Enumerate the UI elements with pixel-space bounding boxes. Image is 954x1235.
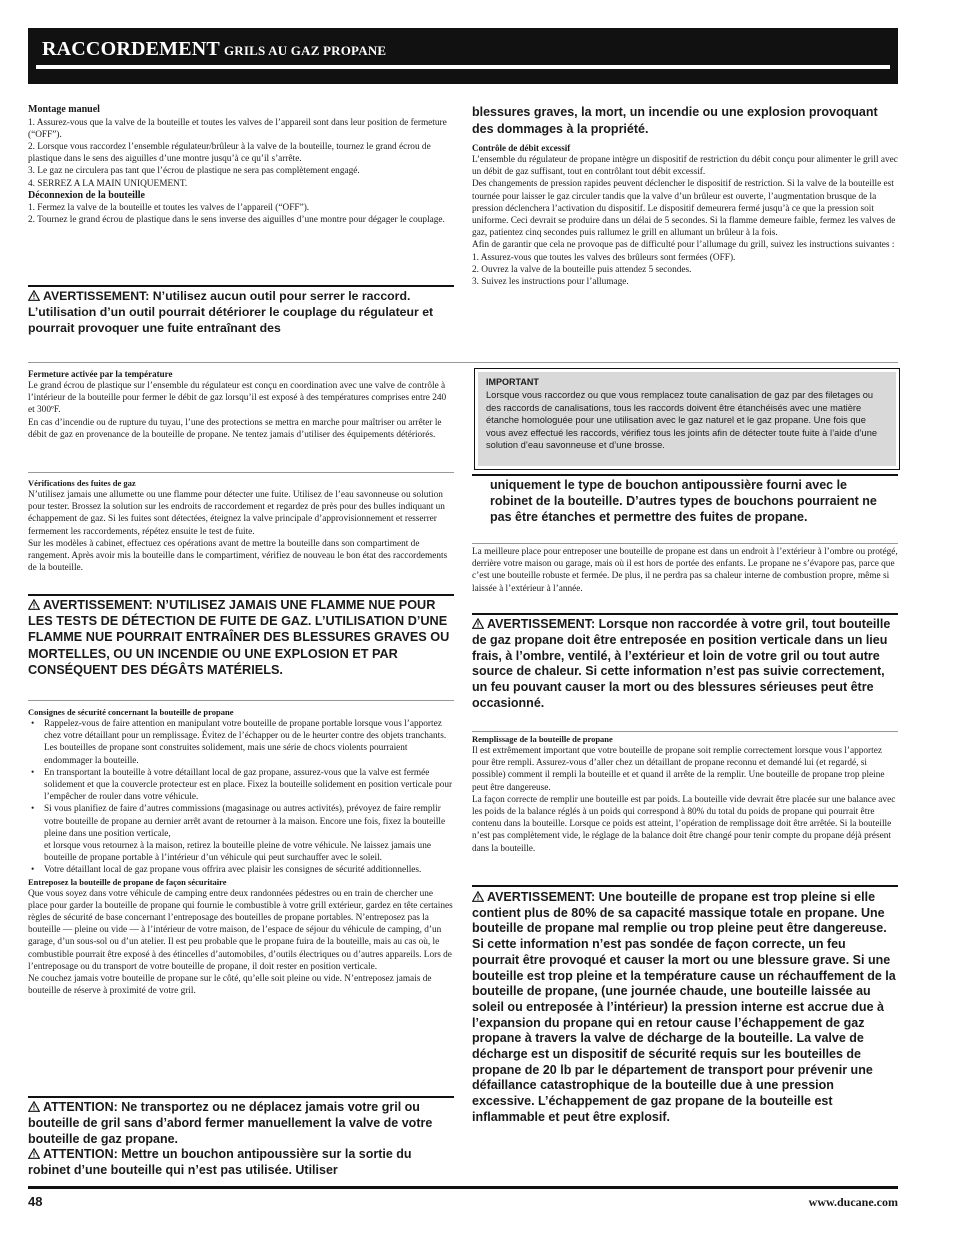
section-divider-left <box>28 700 454 701</box>
deconnexion-item-2: 2. Tournez le grand écrou de plastique dans le sens inverse des aiguilles d’une montre pour dégager le couplage. <box>28 215 445 226</box>
page-title <box>42 38 386 61</box>
warning-1-continued: blessures graves, la mort, un incendie ou une explosion provoquant des dommages à la propriété. <box>472 105 878 136</box>
fermeture-heading: Fermeture activée par la température <box>28 369 173 379</box>
remplissage-section <box>472 734 898 855</box>
meilleure-section <box>472 546 898 595</box>
list-item <box>44 803 454 864</box>
warning-1 <box>28 288 454 336</box>
fermeture-text-2: En cas d’incendie ou de rupture du tuyau, l’une des protections se mettra en marche pour maîtriser ou arrêter le débit de gaz en provenance de la bouteille de propane. Ne tentez jamais d’utiliser des équipements détériorés. <box>28 417 442 440</box>
remplissage-heading: Remplissage de la bouteille de propane <box>472 734 613 744</box>
warning-icon <box>28 599 40 610</box>
warning-bar <box>472 885 898 887</box>
controle-heading: Contrôle de débit excessif <box>472 143 571 153</box>
meilleure-text: La meilleure place pour entreposer une bouteille de propane est dans un endroit à l’extérieur à l’ombre ou protégé, derrière votre maison ou garage, mais où il est hors de portée des enfants. Le propane ne s’évapore pas, parce que c’est une bouteille robuste et fermée. De plus, il ne perdra pas sa chaleur interne de combustion propre, même si laissée à l’extérieur à l’année. <box>472 547 898 594</box>
fermeture-section <box>28 369 454 441</box>
warning-1-text: AVERTISSEMENT: N’utilisez aucun outil pour serrer le raccord. L’utilisation d’un outil pourrait détériorer le couplage du régulateur et pourrait provoquer une fuite entraînant des <box>28 289 434 335</box>
consignes-section <box>28 707 454 997</box>
montage-item-1: 1. Assurez-vous que la valve de la bouteille et toutes les valves de l’appareil sont dans leur position de fermeture (“OFF”). <box>28 117 447 140</box>
remplissage-text-1: Il est extrêmement important que votre bouteille de propane soit remplie correctement lorsque vous l’apportez pour être rempli. Assurez-vous d’aller chez un détaillant de propane reconnu et demandé lui (et regardé, si possible) comment il rempli la bouteille et et quand il arrête de la remplir. Une bouteille de propane trop pleine peut être dangereuse. <box>472 746 885 793</box>
attention-2-continued-text: uniquement le type de bouchon antipoussière fourni avec le robinet de la bouteille. D’autres types de bouchons pourraient ne pas être étanches et permettre des fuites de propane. <box>490 478 877 524</box>
montage-section <box>28 104 454 227</box>
attention-1-text: ATTENTION: Ne transportez ou ne déplacez jamais votre gril ou bouteille de gril sans d’abord fermer manuellement la valve de votre bouteille de gaz propane. <box>28 1100 433 1146</box>
warning-3 <box>472 617 892 712</box>
page-number: 48 <box>28 1194 43 1209</box>
controle-item-1: 1. Assurez-vous que toutes les valves des brûleurs sont fermées (OFF). <box>472 252 736 263</box>
verifications-section <box>28 478 454 574</box>
controle-item-3: 3. Suivez les instructions pour l’allumage. <box>472 277 629 288</box>
right-top-section <box>472 104 898 288</box>
consignes-heading: Consignes de sécurité concernant la bouteille de propane <box>28 707 234 717</box>
verifications-text-1: N’utilisez jamais une allumette ou une flamme pour détecter une fuite. Utilisez de l’eau savonneuse ou solution pour tester. Brossez la solution sur les endroits de raccordement et regardez de près pour des bulles indiquant un échappement de gaz. Si les fuites sont détectées, éteignez la valve principale d’approvisionnement et resserrer fermement les raccordements, répétez ensuite le test de fuite. <box>28 490 445 537</box>
warning-bar <box>472 613 898 615</box>
entreposez-text-1: Que vous soyez dans votre véhicule de camping entre deux randonnées pédestres ou en train de chercher une place pour garder la bouteille de propane qui fournie le combustible à votre grill extérieur, gardez en tête certaines règles de sécurité de base concernant l’entreposage des bouteilles de propane portables. N’entreposez pas la bouteille — pleine ou vide — à l’intérieur de votre maison, de l’espace de séjour du véhicule de camping, d’un garage, d’un sous-sol ou d’un atelier. Il est peu probable que le propane fuira de la bouteille, mais au cas où, le combustible pourrait être exposé à des étincelles d’automobiles, d’outils électriques ou d’autres appareils. Lors de l’entreposage ou du transport de votre bouteille de propane, il doit rester en position verticale. <box>28 888 453 972</box>
header-rule <box>36 65 890 69</box>
montage-heading: Montage manuel <box>28 104 100 115</box>
warning-bar <box>28 594 454 596</box>
warning-icon <box>28 290 40 301</box>
header-banner <box>28 28 898 84</box>
warning-2-text: AVERTISSEMENT: N’UTILISEZ JAMAIS UNE FLAMME NUE POUR LES TESTS DE DÉTECTION DE FUITE DE GAZ. L’UTILISATION D’UNE FLAMME NUE POURRAIT ENTRAÎNER DES BLESSURES GRAVES OU MORTELLES, OU UN INCENDIE OU UNE EXPLOSION ET PAR CONSÉQUENT DES DÉGÂTS MATÉRIELS. <box>28 598 450 677</box>
verifications-heading: Vérifications des fuites de gaz <box>28 478 136 488</box>
deconnexion-heading: Déconnexion de la bouteille <box>28 189 145 201</box>
warning-icon <box>472 618 484 629</box>
list-item: • Rappelez-vous de faire attention en manipulant votre bouteille de propane portable lorsque vous l’apportez chez votre détaillant pour un remplissage. Évitez de l’échapper ou de le heurter contre des objets tranchants. Les bouteilles de propane sont construites solidement, mais une série de chocs violents pourraient endommager la bouteille. <box>44 718 454 767</box>
montage-item-4: 4. SERREZ A LA MAIN UNIQUEMENT. <box>28 178 188 189</box>
attention-2-text: ATTENTION: Mettre un bouchon antipoussière sur la sortie du robinet d’une bouteille qui n’est pas utilisée. Utiliser <box>28 1147 412 1178</box>
montage-item-2: 2. Lorsque vous raccordez l’ensemble régulateur/brûleur à la valve de la bouteille, tournez le grand écrou de plastique dans le sens des aiguilles d’une montre jusqu’à ce qu’il s’arrête. <box>28 141 431 165</box>
entreposez-heading: Entreposez la bouteille de propane de façon sécuritaire <box>28 876 227 887</box>
consignes-list <box>28 718 454 877</box>
list-item-text: Si vous planifiez de faire d’autres commissions (magasinage ou autres activités), prévoyez de faire remplir votre bouteille de propane au dernier arrêt avant de retourner à la maison. Encore une fois, fixez la bouteille pleine dans une position verticale, <box>44 804 446 839</box>
warning-2 <box>28 597 454 678</box>
section-divider-right <box>472 731 898 732</box>
controle-text-3: Afin de garantir que cela ne provoque pas de difficulté pour l’allumage du grill, suivez les instructions suivantes : <box>472 240 895 251</box>
warning-bar <box>28 1096 454 1098</box>
controle-item-2: 2. Ouvrez la valve de la bouteille puis attendez 5 secondes. <box>472 264 692 275</box>
remplissage-text-2: La façon correcte de remplir une bouteille est par poids. La bouteille vide devrait être placée sur une balance avec les poids de la balance réglés à un poids qui correspond à 80% du total du poids de propane qui pourrait être contenu dans la bouteille. Lorsque ce poids est atteint, l’opération de remplissage doit être arrêtée. Si la bouteille n’est pas complètement vide, le réglage de la balance doit être changé pour tenir compte du propane déjà présent dans la bouteille. <box>472 794 896 854</box>
important-heading: IMPORTANT <box>486 377 539 387</box>
section-divider-right <box>472 543 898 544</box>
warning-4-text: AVERTISSEMENT: Une bouteille de propane est trop pleine si elle contient plus de 80% de sa capacité massique totale en propane. Une bouteille de propane mal remplie ou trop pleine peut être dangereuse. Si cette information n’est pas sondée de façon correcte, un feu pourrait être provoqué et causer la mort ou une blessure grave. Si une bouteille est trop pleine et la température cause un réchauffement de la bouteille de propane, (une journée chaude, une bouteille laissée au soleil ou entreposée à l’intérieur) la pression interne est accrue due à l’expansion du propane qui en retour cause l’échappement de gaz propane à travers la valve de décharge de la bouteille. La valve de décharge est un dispositif de sécurité requis sur les bouteilles de propane de 20 lb par le département de transport pour prévenir une défaillance catastrophique de la bouteille due à une pression excessive. L’échappement de gaz propane de la bouteille est inflammable et peut être explosif. <box>472 890 896 1124</box>
warning-4 <box>472 890 896 1126</box>
entreposez-text-2: Ne couchez jamais votre bouteille de propane sur le côté, qu’elle soit pleine ou vide. N’entreposez jamais de bouteille de réserve à proximité de votre gril. <box>28 974 432 997</box>
warning-icon <box>28 1101 40 1112</box>
list-item: • Votre détaillant local de gaz propane vous offrira avec plaisir les consignes de sécurité additionnelles. <box>44 864 454 876</box>
section-divider <box>28 362 898 363</box>
title-main: RACCORDEMENT <box>42 38 220 60</box>
warning-icon <box>28 1148 40 1159</box>
warning-bar <box>472 474 898 476</box>
list-item: • En transportant la bouteille à votre détaillant local de gaz propane, assurez-vous que la valve est fermée solidement et que la couvercle protecteur est en place. Fixez la bouteille solidement en position verticale pour l’empêcher de rouler dans votre véhicule. <box>44 767 454 804</box>
important-text: Lorsque vous raccordez ou que vous remplacez toute canalisation de gaz par des filetages ou des raccords de canalisations, tous les raccords doivent être étanchéisés avec une matière étanche homologuée pour une utilisation avec le gaz naturel et le gaz propane. Une fois que vous avez effectué les raccords, vérifiez tous les joints afin de détecter toute fuite à l’aide d’une solution d’eau savonneuse et d’une brosse. <box>486 390 878 451</box>
verifications-text-2: Sur les modèles à cabinet, effectuez ces opérations avant de mettre la bouteille dans son compartiment de rangement. Après avoir mis la bouteille dans le compartiment, vérifiez de nouveau le bon état des raccordements de la bouteille. <box>28 538 448 574</box>
section-divider-left <box>28 472 454 473</box>
deconnexion-item-1: 1. Fermez la valve de la bouteille et toutes les valves de l’appareil (“OFF”). <box>28 203 310 214</box>
controle-text-1: L’ensemble du régulateur de propane intègre un dispositif de restriction du débit conçu pour alimenter le grill avec un débit de gaz suffisant, tout en contrôlant tout débit excessif. <box>472 155 898 178</box>
title-sub: GRILS AU GAZ PROPANE <box>223 43 387 58</box>
fermeture-text-1: Le grand écrou de plastique sur l’ensemble du régulateur est conçu en coordination avec une valve de contrôle à l’intérieur de la bouteille pour fermer le débit de gaz lorsqu’il est exposé à des températures comprises entre 240 et 300ºF. <box>28 381 447 416</box>
attention-section <box>28 1100 454 1179</box>
important-box <box>474 368 900 470</box>
list-item-continued: et lorsque vous retournez à la maison, retirez la bouteille pleine de votre véhicule. Ne laissez jamais une bouteille de propane portable à l’intérieur d’un véhicule qui peut surchauffer avec le soleil. <box>44 841 431 864</box>
attention-2-continued <box>490 478 890 525</box>
warning-3-text: AVERTISSEMENT: Lorsque non raccordée à votre gril, tout bouteille de gaz propane doit être entreposée en position verticale dans un lieu frais, à l’ombre, ventilé, à l’extérieur et loin de votre gril ou tout autre source de chaleur. Si cette information n’est pas suivie correctement, un feu pouvant causer la mort ou des blessures sérieuses peut être occasionné. <box>472 617 891 710</box>
website-link[interactable]: www.ducane.com <box>808 1195 898 1209</box>
warning-icon <box>472 891 484 902</box>
footer-rule <box>28 1186 898 1189</box>
montage-item-3: 3. Le gaz ne circulera pas tant que l’écrou de plastique ne sera pas complètement engagé. <box>28 166 360 177</box>
controle-text-2: Des changements de pression rapides peuvent déclencher le dispositif de restriction. Si la valve de la bouteille est tournée pour laisser le gaz circuler tandis que la valve d’un brûleur est ouverte, l’augmentation brusque de la pression déclenchera l’activation du dispositif. Le dispositif demeurera fermé jusqu’à ce que la pression soit uniforme. Ceci devrait se produire dans un délai de 5 secondes. Si la flamme demeure faible, fermez les valves de gaz, patientez cinq secondes puis rallumez le grill en allumant un brûleur à la fois. <box>472 179 896 239</box>
warning-bar <box>28 285 454 287</box>
